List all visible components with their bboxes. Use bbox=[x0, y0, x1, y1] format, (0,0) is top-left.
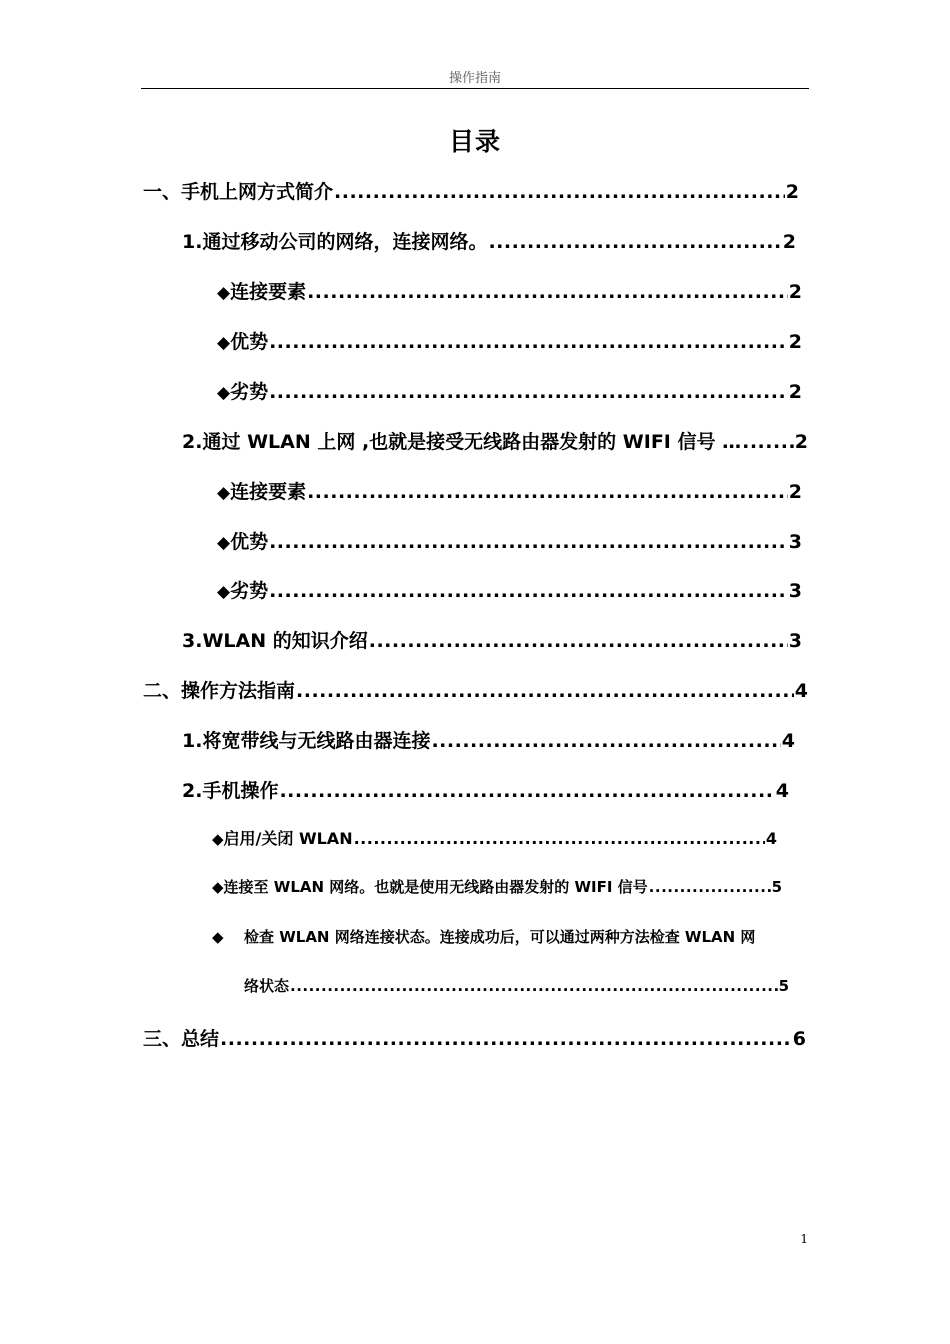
toc-entry[interactable] bbox=[217, 277, 802, 305]
toc-entry-page: 4 bbox=[775, 780, 789, 802]
toc-entry[interactable] bbox=[182, 776, 789, 804]
dot-leader bbox=[279, 780, 774, 802]
toc-entry-number: 2. bbox=[182, 780, 203, 802]
toc-entry[interactable] bbox=[143, 177, 799, 205]
toc-entry[interactable] bbox=[217, 527, 802, 555]
toc-entry-label: 劣势 bbox=[230, 381, 269, 403]
diamond-bullet-icon: ◆ bbox=[212, 830, 224, 848]
toc-entry-page: 4 bbox=[794, 680, 808, 702]
toc-entry-page: 3 bbox=[788, 630, 802, 652]
toc-entry-label: 通过移动公司的网络，连接网络。 bbox=[202, 231, 488, 253]
toc-entry-label: 将宽带线与无线路由器连接 bbox=[202, 730, 431, 752]
dot-leader bbox=[269, 331, 788, 353]
dot-leader bbox=[307, 281, 788, 303]
toc-entry-number: 1. bbox=[182, 730, 203, 752]
toc-entry-page: 3 bbox=[788, 580, 802, 602]
toc-entry-number: 2. bbox=[182, 431, 203, 453]
toc-entry[interactable] bbox=[182, 227, 796, 255]
toc-entry[interactable] bbox=[217, 327, 802, 355]
toc-entry-page: 5 bbox=[771, 878, 782, 896]
toc-entry[interactable] bbox=[212, 926, 808, 954]
toc-entry-page: 2 bbox=[788, 381, 802, 403]
dot-leader bbox=[488, 231, 781, 253]
diamond-bullet-icon: ◆ bbox=[217, 283, 231, 303]
toc-title: 目录 bbox=[448, 127, 501, 156]
toc-entry[interactable] bbox=[143, 676, 808, 704]
toc-entry[interactable] bbox=[217, 377, 802, 405]
dot-leader bbox=[220, 1028, 792, 1050]
diamond-bullet-icon: ◆ bbox=[217, 533, 231, 553]
toc-entry-page: 2 bbox=[788, 331, 802, 353]
toc-entry-label: 连接要素 bbox=[230, 481, 307, 503]
toc-entry-number: 1. bbox=[182, 231, 203, 253]
toc-entry-label: 连接要素 bbox=[230, 281, 307, 303]
dot-leader bbox=[369, 630, 788, 652]
toc-entry-label: 启用/关闭 WLAN bbox=[223, 829, 353, 848]
toc-entry[interactable] bbox=[217, 477, 802, 505]
page-number: 1 bbox=[800, 1232, 808, 1246]
toc-entry-label: 一、手机上网方式简介 bbox=[143, 181, 334, 203]
toc-entry[interactable] bbox=[212, 826, 777, 854]
header-text: 操作指南 bbox=[448, 71, 501, 86]
diamond-bullet-icon: ◆ bbox=[212, 878, 224, 896]
toc-entry-label: 络状态 bbox=[244, 977, 290, 995]
toc-entry[interactable] bbox=[244, 975, 789, 1003]
toc-entry[interactable] bbox=[217, 576, 802, 604]
toc-entry[interactable] bbox=[143, 1024, 806, 1052]
toc-entry[interactable] bbox=[182, 626, 802, 654]
toc-entry[interactable] bbox=[212, 876, 782, 904]
toc-entry-page: 2 bbox=[785, 181, 799, 203]
toc-entry-page: 5 bbox=[778, 977, 789, 995]
toc-entry-page: 4 bbox=[765, 829, 777, 848]
toc-entry-page: 2 bbox=[794, 431, 808, 453]
diamond-bullet-icon: ◆ bbox=[217, 483, 231, 503]
toc-entry-page: 6 bbox=[792, 1028, 806, 1050]
dot-leader bbox=[354, 829, 765, 848]
toc-entry-page: 2 bbox=[788, 281, 802, 303]
toc-entry-page: 2 bbox=[788, 481, 802, 503]
diamond-bullet-icon: ◆ bbox=[217, 383, 231, 403]
toc-entry-label: 优势 bbox=[230, 331, 269, 353]
toc-entry[interactable] bbox=[182, 726, 795, 754]
dot-leader bbox=[431, 730, 780, 752]
diamond-bullet-icon: ◆ bbox=[217, 333, 231, 353]
dot-leader bbox=[334, 181, 785, 203]
toc-entry-label: 三、总结 bbox=[143, 1028, 220, 1050]
toc-entry-page: 3 bbox=[788, 531, 802, 553]
dot-leader bbox=[649, 878, 771, 896]
toc-entry-label: 二、操作方法指南 bbox=[143, 680, 296, 702]
toc-entry-label: 劣势 bbox=[230, 580, 269, 602]
toc-entry[interactable] bbox=[182, 427, 808, 455]
toc-entry-number: 3. bbox=[182, 630, 203, 652]
toc-entry-label: 检查 WLAN 网络连接状态。连接成功后，可以通过两种方法检查 WLAN 网 bbox=[244, 928, 756, 946]
dot-leader bbox=[269, 580, 788, 602]
toc-entry-label: WLAN 的知识介绍 bbox=[202, 630, 368, 652]
dot-leader bbox=[290, 977, 778, 995]
diamond-bullet-icon: ◆ bbox=[212, 928, 224, 946]
dot-leader bbox=[269, 531, 788, 553]
toc-entry-label: 通过 WLAN 上网 ,也就是接受无线路由器发射的 WIFI 信号 … bbox=[202, 431, 742, 453]
dot-leader bbox=[742, 431, 794, 453]
toc-entry-page: 4 bbox=[781, 730, 795, 752]
dot-leader bbox=[296, 680, 794, 702]
toc-entry-label: 优势 bbox=[230, 531, 269, 553]
dot-leader bbox=[307, 481, 788, 503]
dot-leader bbox=[269, 381, 788, 403]
diamond-bullet-icon: ◆ bbox=[217, 582, 231, 602]
toc-entry-label: 连接至 WLAN 网络。也就是使用无线路由器发射的 WIFI 信号 bbox=[223, 878, 648, 896]
header-rule bbox=[141, 88, 809, 89]
toc-entry-label: 手机操作 bbox=[202, 780, 279, 802]
toc-entry-page: 2 bbox=[782, 231, 796, 253]
